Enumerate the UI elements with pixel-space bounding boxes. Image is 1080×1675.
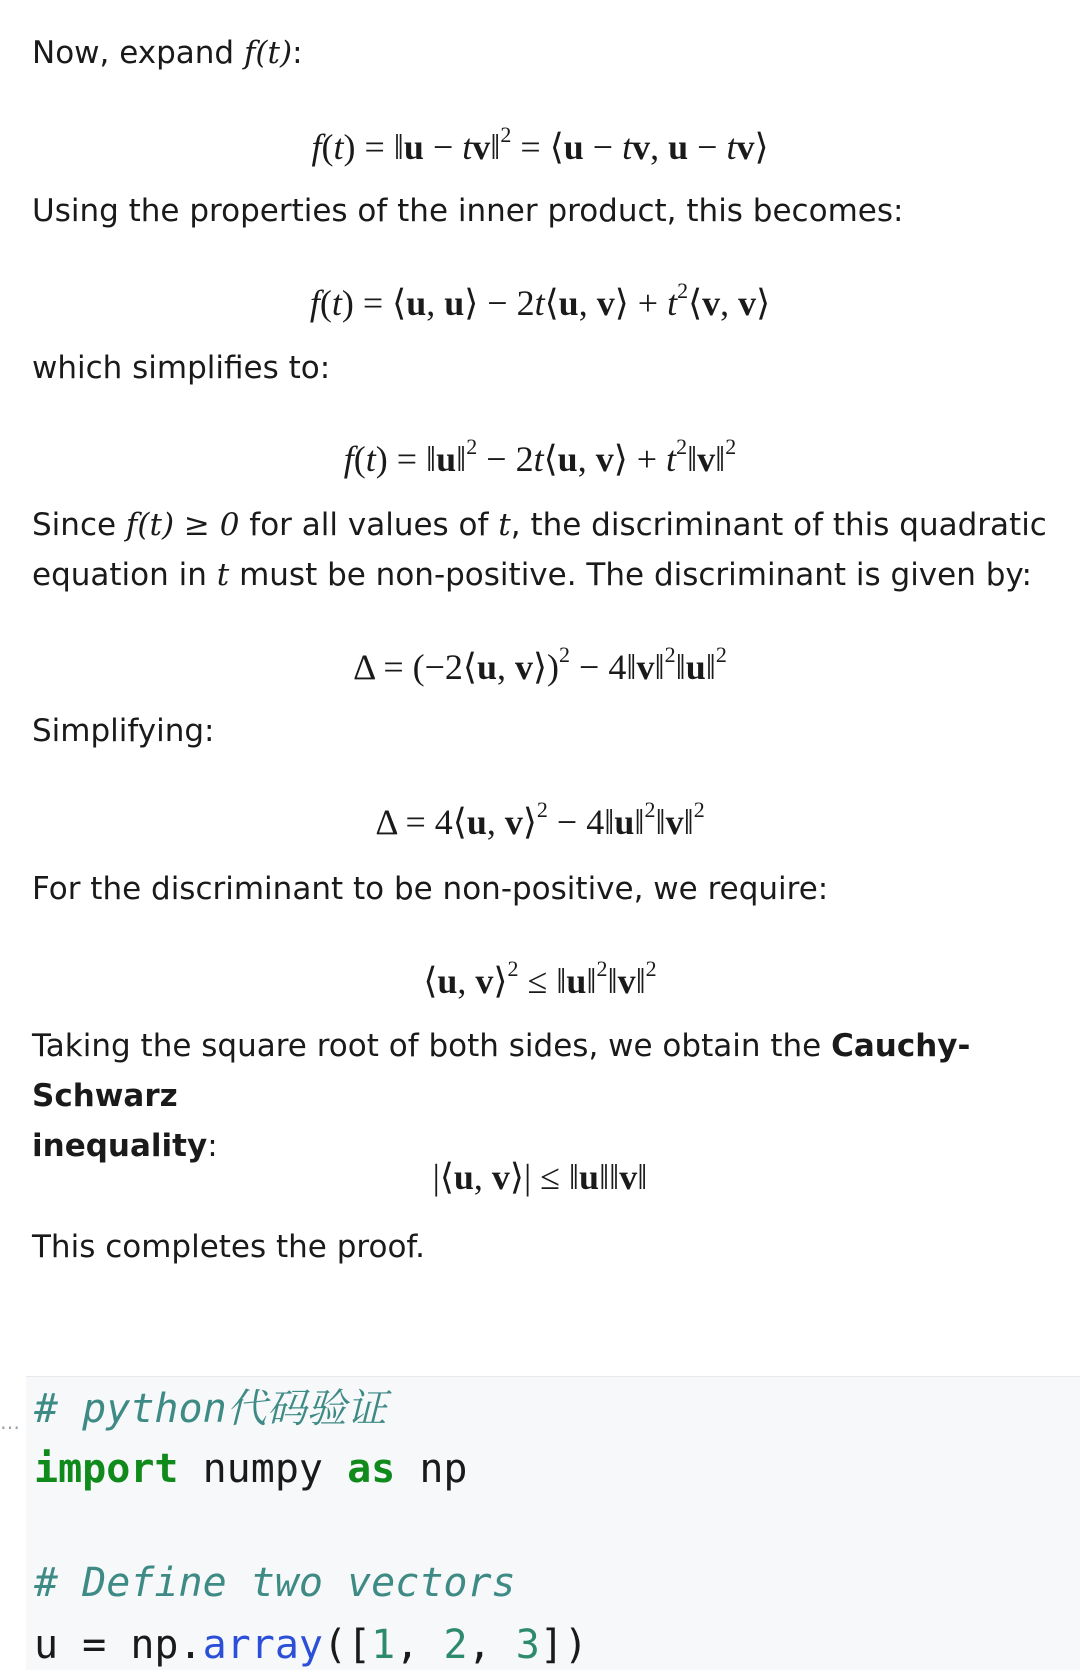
equation-discriminant: Δ = (−2⟨u, v⟩)$^2$ − 4‖v‖$^2$‖u‖$^2$ (353, 642, 727, 687)
paragraph-text: This completes the proof. (32, 1229, 425, 1265)
code-text: ([ (323, 1622, 372, 1668)
equation-simplified: f(t) = ‖u‖$^2$ − 2t⟨u, v⟩ + $t^2‖v‖^2$ (343, 434, 737, 479)
paragraph-text: which simplifies to: (32, 350, 331, 386)
paragraph-text: Since (32, 507, 126, 543)
code-number: 3 (515, 1622, 540, 1668)
equation-discriminant-simplified: Δ = 4⟨u, v⟩$^2$ − 4‖u‖$^2$‖v‖$^2$ (375, 797, 705, 842)
code-keyword: import (34, 1446, 179, 1492)
bold-term: inequality (32, 1128, 208, 1164)
paragraph-text: must be non-positive. The discriminant is given by: (229, 557, 1032, 593)
paragraph-text: Simplifying: (32, 713, 215, 749)
code-keyword: as (347, 1446, 396, 1492)
inline-math: f(t) ≥ 0 (125, 507, 240, 543)
code-number: 2 (443, 1622, 468, 1668)
paragraph-text: equation in (32, 557, 217, 593)
paragraph-text: Taking the square root of both sides, we obtain the (32, 1028, 832, 1064)
paragraph-text: , the discriminant of this quadratic (510, 507, 1047, 543)
paragraph-non-positive (32, 864, 1052, 914)
paragraph-simplifying (32, 706, 1052, 756)
paragraph-text: for all values of (239, 507, 499, 543)
ellipsis-icon: … (0, 1410, 20, 1434)
equation-cauchy-schwarz: |⟨u, v⟩| ≤ ‖u‖‖v‖ (432, 1157, 648, 1197)
code-line-5 (34, 1615, 588, 1675)
code-text: u = np. (34, 1622, 203, 1668)
code-number: 1 (371, 1622, 396, 1668)
inline-math: f(t) (243, 35, 293, 71)
code-function: array (202, 1622, 323, 1668)
equation-expand: f(t) = ‖u − tv‖$^2$ = ⟨u − tv, u − tv⟩ (311, 122, 769, 167)
paragraph-square-root (32, 1021, 1052, 1171)
paragraph-expand (32, 28, 1052, 78)
paragraph-text: Using the properties of the inner product, this becomes: (32, 193, 904, 229)
bold-term: Cauchy-Schwarz (32, 1028, 971, 1114)
code-comment: # Define two vectors (34, 1560, 516, 1606)
code-text: np (395, 1446, 468, 1492)
paragraph-discriminant (32, 500, 1052, 600)
code-line-2 (34, 1439, 468, 1499)
inline-math: t (498, 507, 511, 543)
code-line-4 (34, 1553, 516, 1613)
punctuation: : (292, 35, 303, 71)
paragraph-simplifies (32, 343, 1052, 393)
code-line-1 (34, 1379, 387, 1439)
code-text: ]) (539, 1622, 588, 1668)
paragraph-text: Now, expand (32, 35, 244, 71)
code-comment: # python代码验证 (34, 1386, 387, 1432)
equation-require: ⟨u, v⟩$^2$ ≤ ‖u‖$^2$‖v‖$^2$ (423, 956, 657, 1001)
code-block (26, 1376, 1080, 1670)
equation-inner-product: f(t) = ⟨u, u⟩ − 2t⟨u, v⟩ + $t^2⟨v$, v⟩ (309, 278, 771, 323)
code-text: , (395, 1622, 444, 1668)
paragraph-inner-product (32, 186, 1052, 236)
code-text: , (467, 1622, 516, 1668)
paragraph-text: For the discriminant to be non-positive, we require: (32, 871, 829, 907)
paragraph-completes (32, 1222, 1052, 1272)
punctuation: : (207, 1128, 218, 1164)
inline-math: t (216, 557, 230, 593)
code-text: numpy (178, 1446, 348, 1492)
